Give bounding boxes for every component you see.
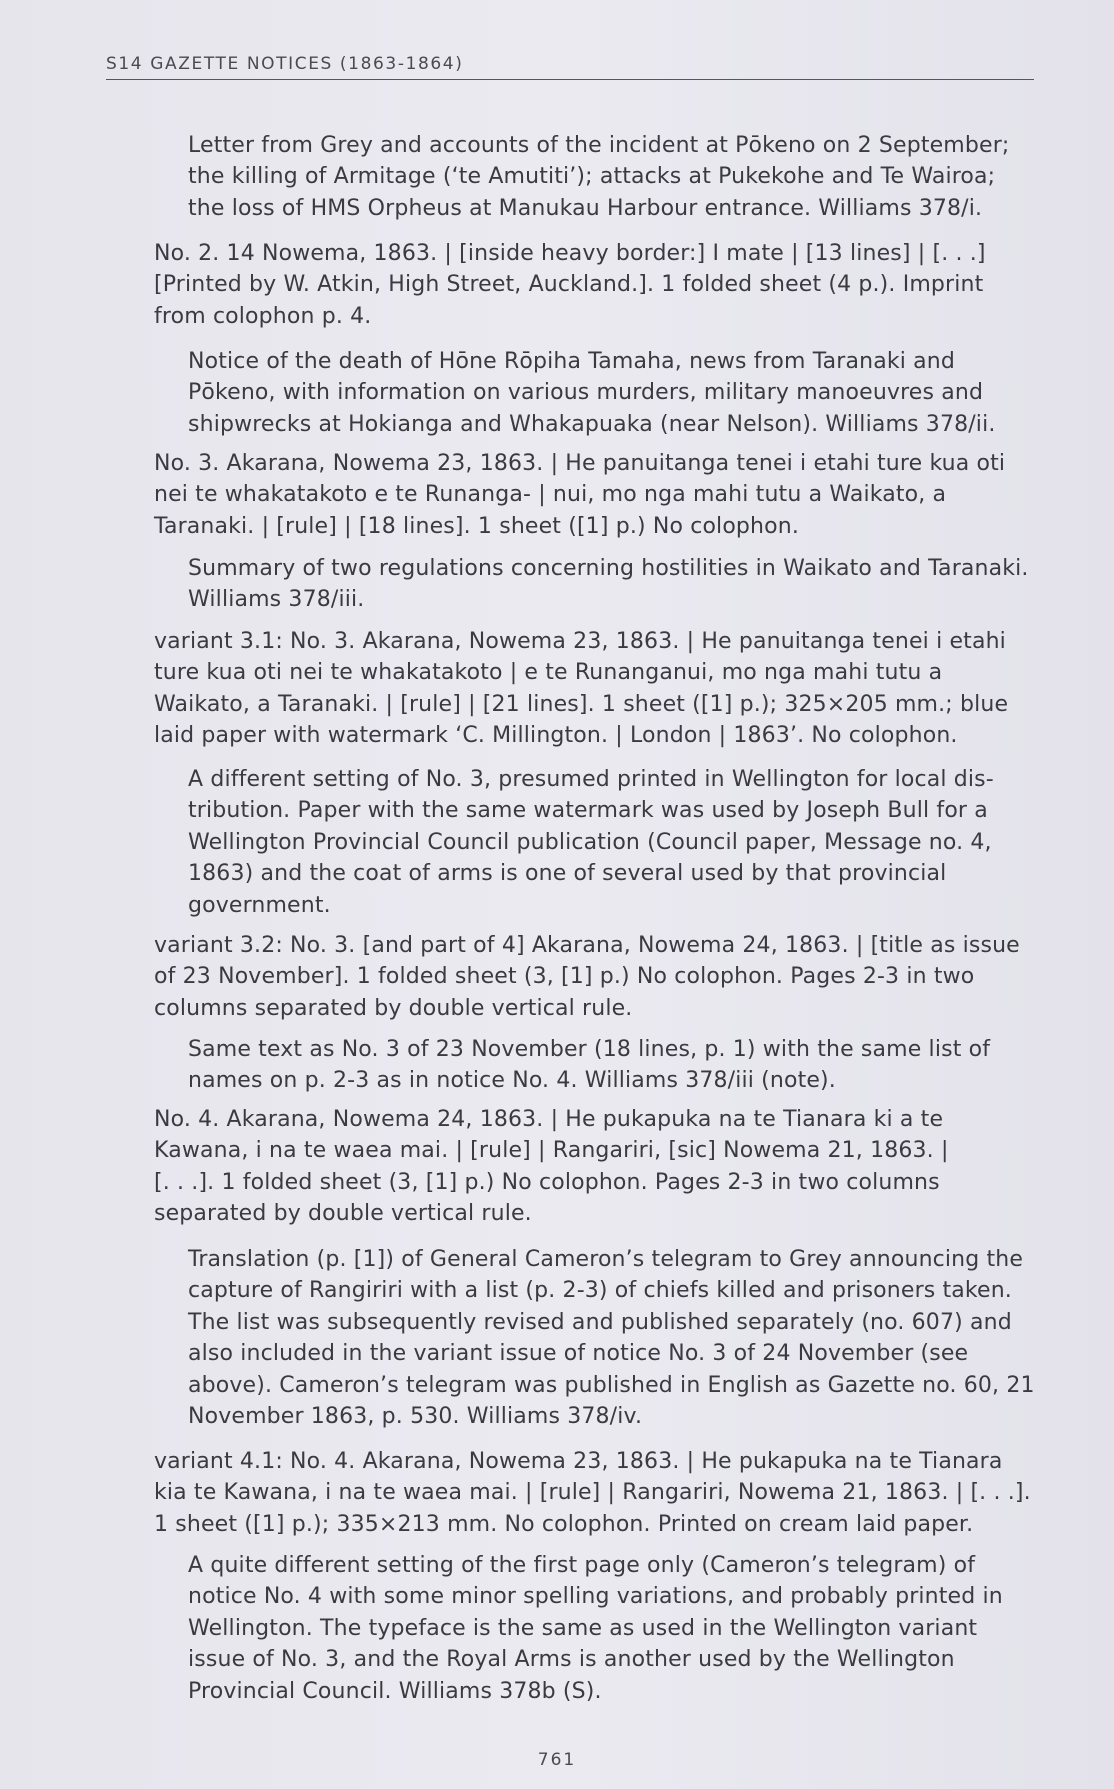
entry-4-annotation: Translation (p. [1]) of General Cameron’s telegram to Grey announcing the capture of Rangiriri with a list (p. 2-3) of chiefs killed and prisoners taken. The list was subsequently revised and published separately (no. 607) and also included in the variant issue of notice No. 3 of 24 November (see above). Cameron’s telegram was published in English as Gazette no. 60, 21 November 1863, p. 530. Williams 378/iv. [188, 1247, 1035, 1430]
variant-3-1-description: variant 3.1: No. 3. Akarana, Nowema 23, 1863. | He panuitanga tenei i etahi ture kua oti nei te whakatakoto | e te Runanganui, mo nga mahi tutu a Waikato, a Taranaki. | [rule] | [21 lines]. 1 sheet ([1] p.); 325×205 mm.; blue laid paper with watermark ‘C. Millington. | London | 1863’. No colophon. [154, 629, 1009, 749]
entry-1-annotation: Letter from Grey and accounts of the incident at Pōkeno on 2 September; the killing of Armitage (‘te Amutiti’); attacks at Pukekohe and Te Wairoa; the loss of HMS Orpheus at Manukau Harbour entrance. Williams 378/i. [188, 133, 1010, 221]
entry-3-annotation: Summary of two regulations concerning hostilities in Waikato and Taranaki. Williams 378/iii. [188, 556, 1029, 613]
variant-3-1-annotation: A different setting of No. 3, presumed printed in Wellington for local dis- tribution. Paper with the same watermark was used by Joseph Bull for a Wellington Provincial Council publication (Council paper, Message no. 4, 1863) and the coat of arms is one of several used by that provincial government. [188, 767, 994, 918]
entry-4-description: No. 4. Akarana, Nowema 24, 1863. | He pukapuka na te Tianara ki a te Kawana, i na te waea mai. | [rule] | Rangariri, [sic] Nowema 21, 1863. | [. . .]. 1 folded sheet (3, [1] p.) No colophon. Pages 2-3 in two columns separated by double vertical rule. [154, 1107, 949, 1227]
entry-2-description: No. 2. 14 Nowema, 1863. | [inside heavy border:] I mate | [13 lines] | [. . .] [Printed by W. Atkin, High Street, Auckland.]. 1 folded sheet (4 p.). Imprint from colophon p. 4. [154, 241, 986, 329]
running-head: S14 GAZETTE NOTICES (1863-1864) [106, 54, 1034, 80]
variant-4-1-description: variant 4.1: No. 4. Akarana, Nowema 23, 1863. | He pukapuka na te Tianara kia te Kawana, i na te waea mai. | [rule] | Rangariri, Nowema 21, 1863. | [. . .]. 1 sheet ([1] p.); 335×213 mm. No colophon. Printed on cream laid paper. [154, 1449, 1031, 1537]
variant-3-2-description: variant 3.2: No. 3. [and part of 4] Akarana, Nowema 24, 1863. | [title as issue of 23 November]. 1 folded sheet (3, [1] p.) No colophon. Pages 2-3 in two columns separated by double vertical rule. [154, 933, 1020, 1021]
entry-2-annotation: Notice of the death of Hōne Rōpiha Tamaha, news from Taranaki and Pōkeno, with information on various murders, military manoeuvres and shipwrecks at Hokianga and Whakapuaka (near Nelson). Williams 378/ii. [188, 349, 996, 437]
variant-3-2-annotation: Same text as No. 3 of 23 November (18 lines, p. 1) with the same list of names on p. 2-3 as in notice No. 4. Williams 378/iii (note). [188, 1037, 991, 1094]
variant-4-1-annotation: A quite different setting of the first page only (Cameron’s telegram) of notice No. 4 with some minor spelling variations, and probably printed in Wellington. The typeface is the same as used in the Wellington variant issue of No. 3, and the Royal Arms is another used by the Wellington Provincial Council. Williams 378b (S). [188, 1553, 1003, 1704]
page-number: 761 [537, 1750, 577, 1770]
entry-3-description: No. 3. Akarana, Nowema 23, 1863. | He panuitanga tenei i etahi ture kua oti nei te whakatakoto e te Runanga- | nui, mo nga mahi tutu a Waikato, a Taranaki. | [rule] | [18 lines]. 1 sheet ([1] p.) No colophon. [154, 451, 1006, 539]
